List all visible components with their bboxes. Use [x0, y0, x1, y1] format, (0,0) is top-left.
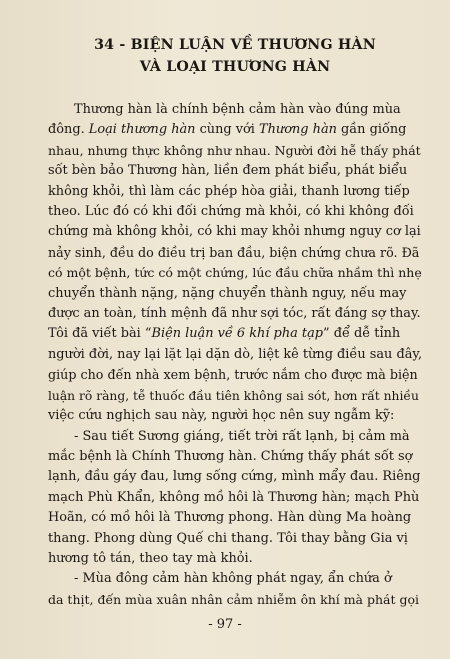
- chapter-title: [48, 34, 422, 78]
- text-line: luận rõ ràng, tễ thuốc đầu tiên không sai sót, hơn rất nhiều: [48, 388, 419, 403]
- text-line: được an toàn, tính mệnh đã như sợi tóc, rất đáng sợ thay.: [48, 306, 421, 322]
- paragraph-2: [48, 427, 422, 570]
- paragraph-3: [48, 569, 422, 610]
- text-line: mắc bệnh là Chính Thương hàn. Chứng thấy phát sốt sợ: [48, 448, 413, 464]
- text-line: người đời, nay lại lặt lại dặn dò, liệt kê từng điều sau đây,: [48, 346, 422, 362]
- chapter-title-line-2: VÀ LOẠI THƯƠNG HÀN: [139, 59, 331, 75]
- text-line: Hoãn, có mồ hôi là Thương phong. Hàn dùng Ma hoàng: [48, 510, 412, 526]
- text-line: chứng mà không khỏi, có khi may khỏi nhưng nguy cơ lại: [48, 224, 421, 240]
- chapter-title-line-1: 34 - BIỆN LUẬN VỀ THƯƠNG HÀN: [94, 37, 376, 53]
- text-line: thang. Phong dùng Quế chi thang. Tôi thay bằng Gia vị: [48, 530, 408, 546]
- text-line: Thương hàn là chính bệnh cảm hàn vào đúng mùa: [74, 102, 401, 117]
- text-line: đông. Loại thương hàn cùng với Thương hàn gần giống: [48, 122, 407, 138]
- text-line: lạnh, đầu gáy đau, lưng sống cứng, mình mẩy đau. Riêng: [48, 469, 421, 485]
- body-text: [48, 100, 422, 610]
- text-line: da thịt, đến mùa xuân nhân cảm nhiễm ôn khí mà phát gọi: [48, 591, 420, 607]
- text-line: Tôi đã viết bài “Biện luận về 6 khí pha tạp” để dễ tỉnh: [48, 326, 401, 342]
- text-line: nảy sinh, đều do điều trị ban đầu, biện chứng chưa rõ. Đã: [48, 244, 420, 260]
- page-number: - 97 -: [208, 617, 242, 632]
- paragraph-1: [48, 100, 422, 427]
- text-line: theo. Lúc đó có khi đối chứng mà khỏi, có khi không đối: [48, 204, 414, 220]
- text-line: giúp cho đến nhà xem bệnh, trước nắm cho được mà biện: [48, 367, 418, 383]
- text-line: việc cứu nghịch sau này, người học nên suy ngẫm kỹ:: [48, 408, 395, 424]
- text-line: hương tô tán, theo tay mà khỏi.: [48, 550, 253, 566]
- text-line: mạch Phù Khẩn, không mồ hôi là Thương hàn; mạch Phù: [48, 489, 420, 505]
- text-line: không khỏi, thì làm các phép hòa giải, thanh lương tiếp: [48, 183, 410, 199]
- text-line: nhau, nhưng thực không như nhau. Người đời hễ thấy phát: [48, 142, 421, 158]
- text-line: có một bệnh, tức có một chứng, lúc đầu chữa nhầm thì nhẹ: [48, 265, 422, 281]
- text-line: chuyển thành nặng, nặng chuyển thành nguy, nếu may: [48, 285, 407, 301]
- text-line: sốt bèn bảo Thương hàn, liền đem phát biểu, phát biểu: [48, 163, 408, 179]
- text-line: - Sau tiết Sương giáng, tiết trời rất lạnh, bị cảm mà: [74, 428, 410, 444]
- text-line: - Mùa đông cảm hàn không phát ngay, ẩn chứa ở: [74, 571, 392, 587]
